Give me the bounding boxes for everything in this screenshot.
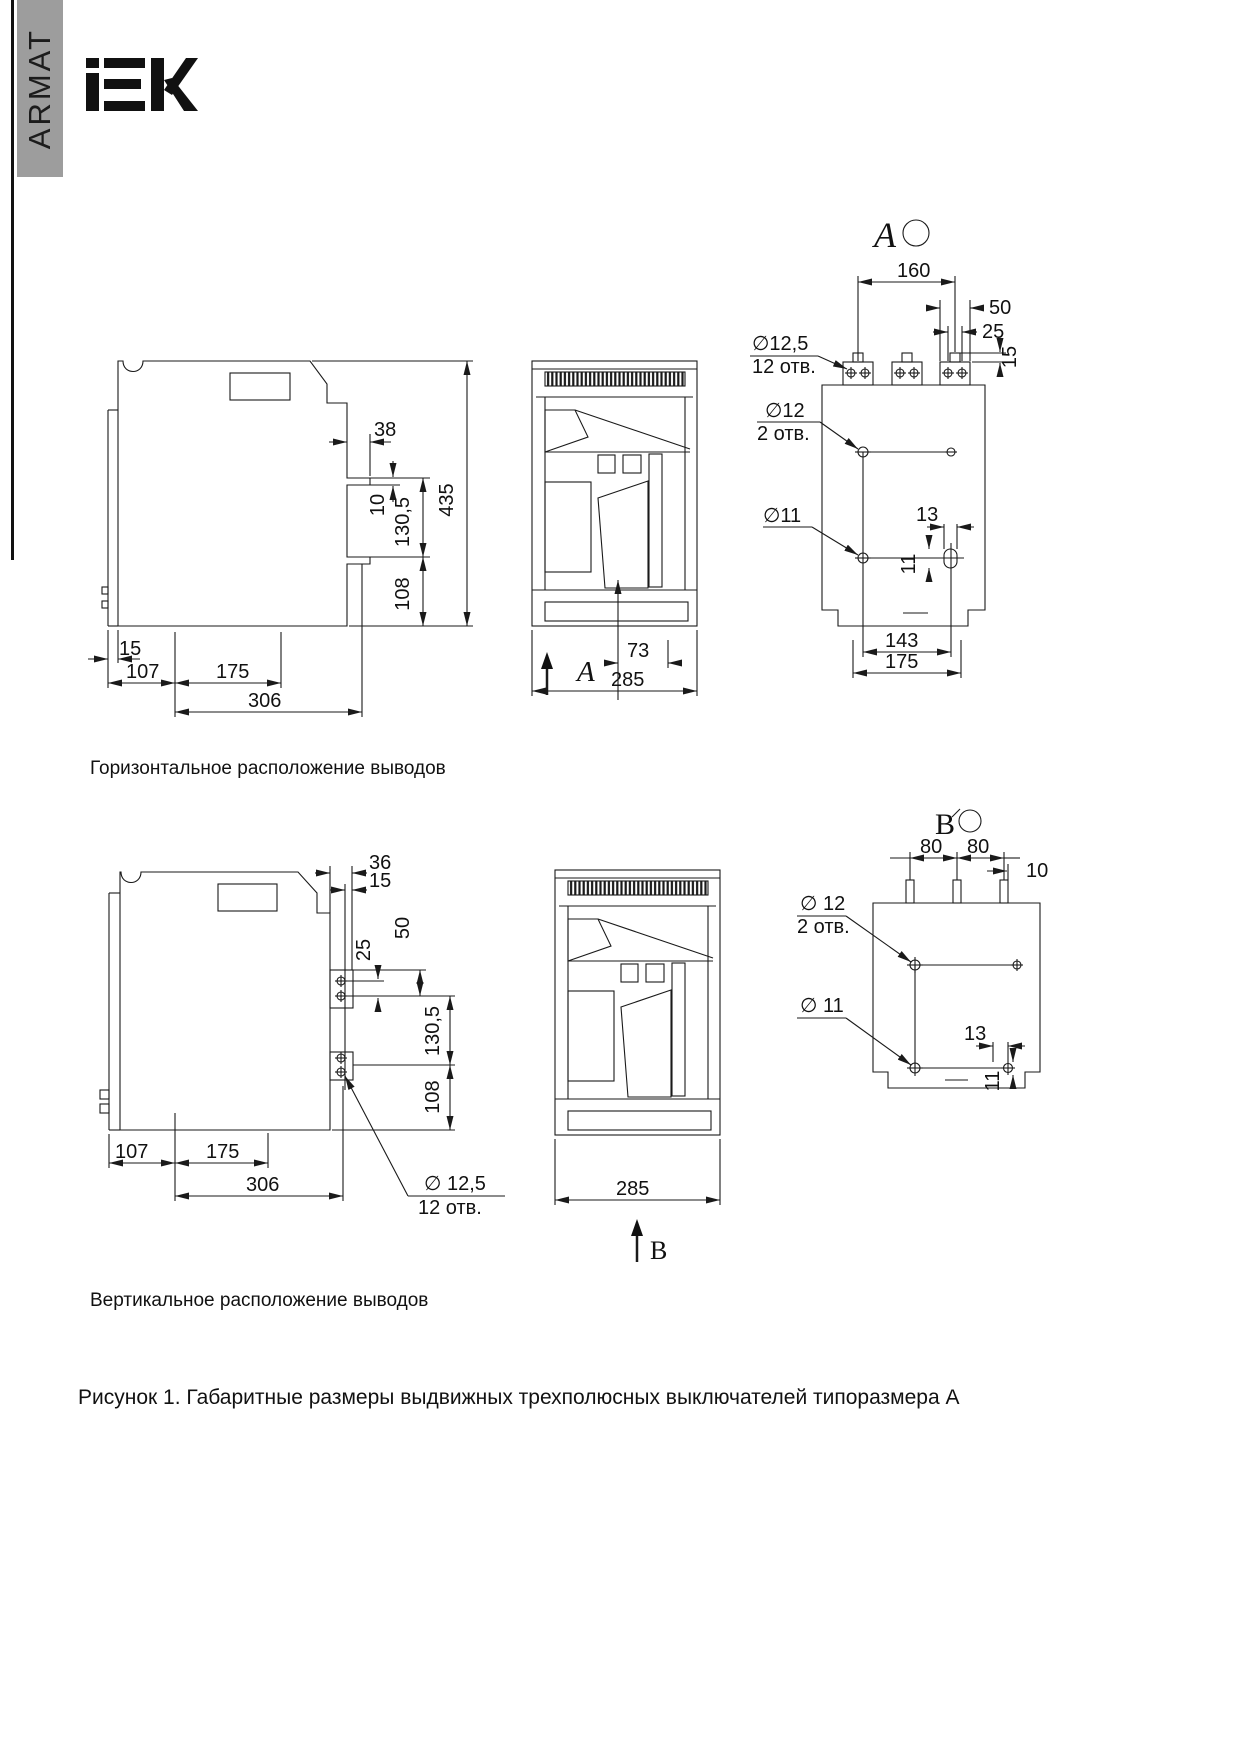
terminal-holes — [845, 367, 968, 379]
dim-11: 11 — [982, 1070, 1004, 1092]
dim-160: 160 — [897, 260, 931, 282]
dim-10: 10 — [367, 493, 389, 517]
view-vertical-front — [555, 870, 720, 1265]
dim-285: 285 — [611, 669, 645, 691]
view-b-arrow-label: В — [650, 1236, 668, 1265]
dim-50: 50 — [989, 297, 1012, 319]
dia-12-5: ∅12,5 — [752, 333, 809, 355]
dim-73: 73 — [627, 640, 650, 662]
dim-175: 175 — [206, 1141, 240, 1163]
dim-36: 36 — [369, 852, 392, 874]
view-vertical-side — [100, 852, 505, 1219]
dim-107: 107 — [126, 661, 160, 683]
view-horizontal-side — [88, 361, 473, 717]
dim-13: 13 — [916, 504, 939, 526]
view-b-label: В — [935, 808, 956, 841]
caption-vertical: Вертикальное расположение выводов — [90, 1290, 429, 1311]
view-horizontal-rear — [750, 215, 1021, 678]
dia-12: ∅ 12 — [800, 893, 846, 915]
dim-435: 435 — [436, 483, 458, 517]
dia-12-5-count: 12 отв. — [418, 1197, 482, 1219]
dim-130-5: 130,5 — [422, 1005, 444, 1057]
iek-logo — [86, 58, 198, 111]
view-a-label: A — [874, 215, 896, 255]
dim-306: 306 — [246, 1174, 280, 1196]
dim-13: 13 — [964, 1023, 987, 1045]
dim-15: 15 — [369, 870, 392, 892]
dim-175b: 175 — [885, 651, 919, 673]
brand-sidebar-label: ARMAT — [22, 27, 57, 150]
dim-50: 50 — [392, 916, 414, 940]
dim-15v: 15 — [999, 345, 1021, 369]
dim-175: 175 — [216, 661, 250, 683]
dia-12-count: 2 отв. — [797, 916, 850, 938]
dim-285: 285 — [616, 1178, 650, 1200]
figure-caption: Рисунок 1. Габаритные размеры выдвижных трехполюсных выключателей типоразмера А — [78, 1386, 960, 1409]
dim-108: 108 — [392, 577, 414, 611]
dim-130-5: 130,5 — [392, 496, 414, 548]
dia-12: ∅12 — [765, 400, 805, 422]
dim-80-right: 80 — [967, 836, 990, 858]
view-vertical-rear — [797, 808, 1048, 1091]
view-a-arrow-label: A — [577, 656, 595, 688]
dim-306: 306 — [248, 690, 282, 712]
dia-11: ∅ 11 — [800, 995, 844, 1017]
dim-10: 10 — [1026, 860, 1049, 882]
caption-horizontal: Горизонтальное расположение выводов — [90, 758, 446, 779]
view-horizontal-front — [532, 361, 697, 700]
dim-80-left: 80 — [920, 836, 943, 858]
dim-25: 25 — [982, 321, 1005, 343]
dim-25: 25 — [353, 938, 375, 962]
dim-15: 15 — [119, 638, 142, 660]
dim-107: 107 — [115, 1141, 149, 1163]
dim-38: 38 — [374, 419, 397, 441]
dia-12-count: 2 отв. — [757, 423, 810, 445]
dim-108: 108 — [422, 1080, 444, 1114]
dim-11: 11 — [898, 553, 920, 575]
dia-12-5-count: 12 отв. — [752, 356, 816, 378]
dia-12-5: ∅ 12,5 — [424, 1173, 486, 1195]
dia-11: ∅11 — [763, 505, 802, 527]
dim-143: 143 — [885, 630, 919, 652]
